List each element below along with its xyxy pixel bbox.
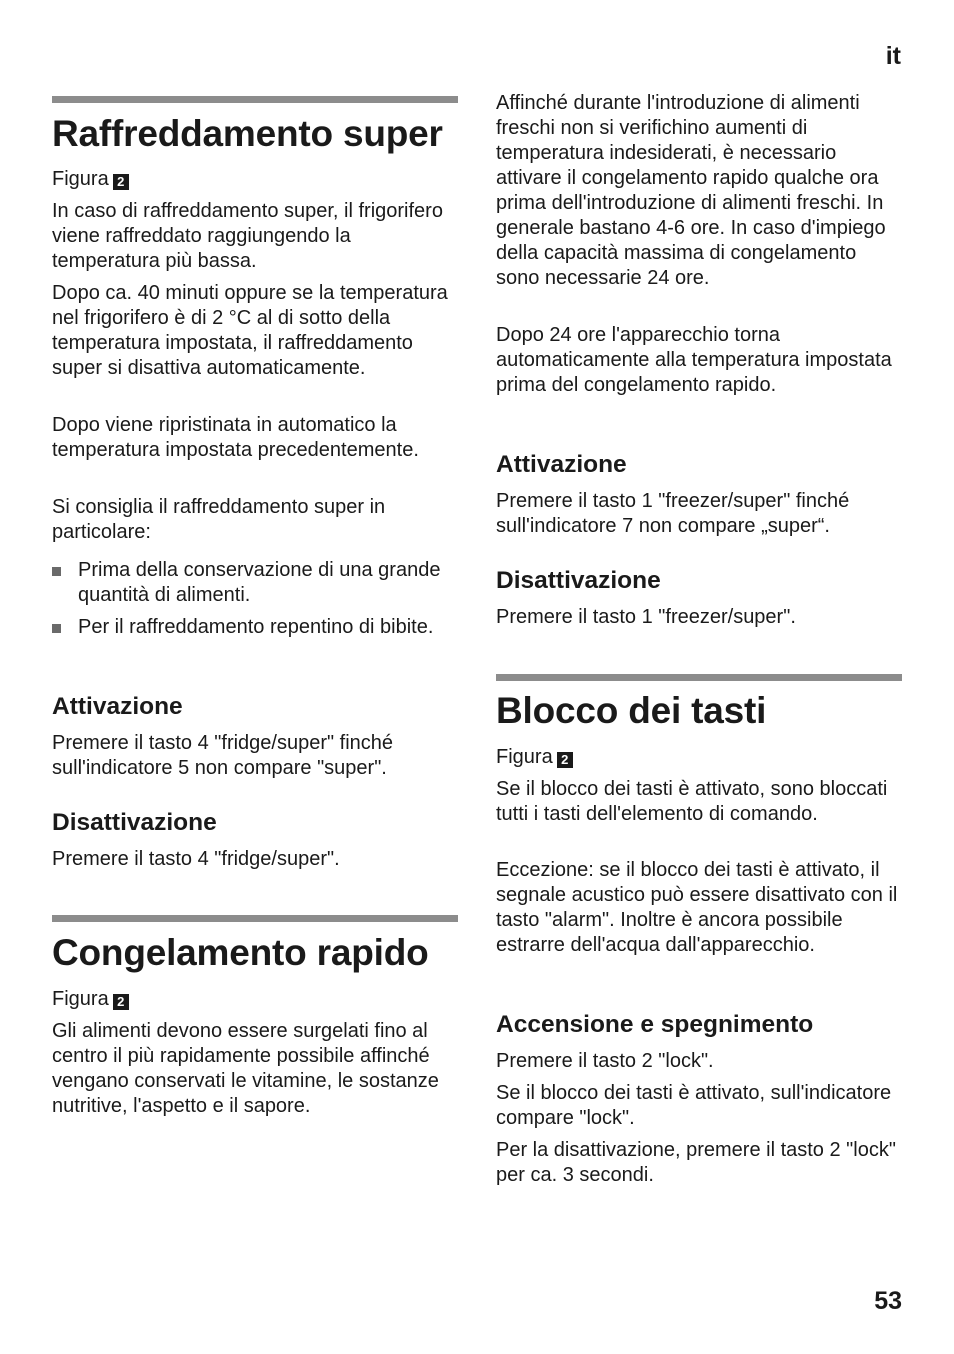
subheading-attivazione: Attivazione — [52, 693, 183, 720]
section-rule — [52, 915, 458, 922]
figure-number-badge: 2 — [113, 994, 129, 1010]
figure-reference — [52, 167, 458, 192]
paragraph: Premere il tasto 4 "fridge/super" finché sull'indicatore 5 non compare "super". — [52, 732, 394, 779]
list-item — [52, 558, 458, 608]
figure-label: Figura — [496, 746, 553, 768]
bullet-icon — [52, 567, 61, 576]
paragraph: Se il blocco dei tasti è attivato, sull'indicatore compare "lock". — [496, 1082, 892, 1129]
list-item-text: Per il raffreddamento repentino di bibite. — [78, 616, 434, 638]
figure-reference — [52, 987, 458, 1012]
subheading-disattivazione: Disattivazione — [52, 809, 217, 836]
paragraph: Si consiglia il raffreddamento super in particolare: — [52, 496, 386, 543]
paragraph: Dopo ca. 40 minuti oppure se la temperatura nel frigorifero è di 2 °C al di sotto della temperatura impostata, il raffreddamento super si disattiva automaticamente. — [52, 282, 448, 379]
figure-number-badge: 2 — [557, 752, 573, 768]
paragraph: Dopo 24 ore l'apparecchio torna automaticamente alla temperatura impostata prima del congelamento rapido. — [496, 324, 892, 396]
figure-label: Figura — [52, 168, 109, 190]
paragraph: Premere il tasto 2 "lock". — [496, 1050, 714, 1072]
section-rule — [52, 96, 458, 103]
subheading-disattivazione: Disattivazione — [496, 567, 661, 594]
section-title-raffreddamento: Raffreddamento super — [52, 113, 443, 154]
page-number: 53 — [874, 1287, 902, 1315]
bullet-icon — [52, 624, 61, 633]
subheading-accensione: Accensione e spegnimento — [496, 1011, 814, 1038]
paragraph: Premere il tasto 1 "freezer/super" finché sull'indicatore 7 non compare „super“. — [496, 490, 850, 537]
list-item-text: Prima della conservazione di una grande quantità di alimenti. — [78, 559, 441, 606]
section-rule — [496, 674, 902, 681]
paragraph: Per la disattivazione, premere il tasto 2 "lock" per ca. 3 secondi. — [496, 1139, 896, 1186]
bullet-list — [52, 558, 458, 640]
section-title-congelamento: Congelamento rapido — [52, 932, 429, 973]
figure-number-badge: 2 — [113, 174, 129, 190]
figure-reference — [496, 745, 902, 770]
subheading-attivazione: Attivazione — [496, 451, 627, 478]
language-tag: it — [885, 42, 901, 70]
paragraph: Gli alimenti devono essere surgelati fino al centro il più rapidamente possibile affinché vengano conservati le vitamine, le sostanze nutritive, l'aspetto e il sapore. — [52, 1020, 439, 1117]
list-item — [52, 615, 458, 640]
paragraph: In caso di raffreddamento super, il frigorifero viene raffreddato raggiungendo la temperatura più bassa. — [52, 200, 443, 272]
paragraph: Se il blocco dei tasti è attivato, sono bloccati tutti i tasti dell'elemento di comando. — [496, 778, 888, 825]
figure-label: Figura — [52, 988, 109, 1010]
paragraph: Affinché durante l'introduzione di alimenti freschi non si verifichino aumenti di temperatura indesiderati, è necessario attivare il congelamento rapido qualche ora prima dell'introduzione di alimenti freschi. In generale bastano 4-6 ore. In caso d'impiego della capacità massima di congelamento sono necessarie 24 ore. — [496, 92, 886, 289]
paragraph: Dopo viene ripristinata in automatico la temperatura impostata precedentemente. — [52, 414, 419, 461]
section-title-blocco: Blocco dei tasti — [496, 690, 767, 731]
paragraph: Eccezione: se il blocco dei tasti è attivato, il segnale acustico può essere disattivato con il tasto "alarm". Inoltre è ancora possibile estrarre dell'acqua dall'apparecchio. — [496, 859, 898, 956]
paragraph: Premere il tasto 4 "fridge/super". — [52, 848, 340, 870]
paragraph: Premere il tasto 1 "freezer/super". — [496, 606, 796, 628]
